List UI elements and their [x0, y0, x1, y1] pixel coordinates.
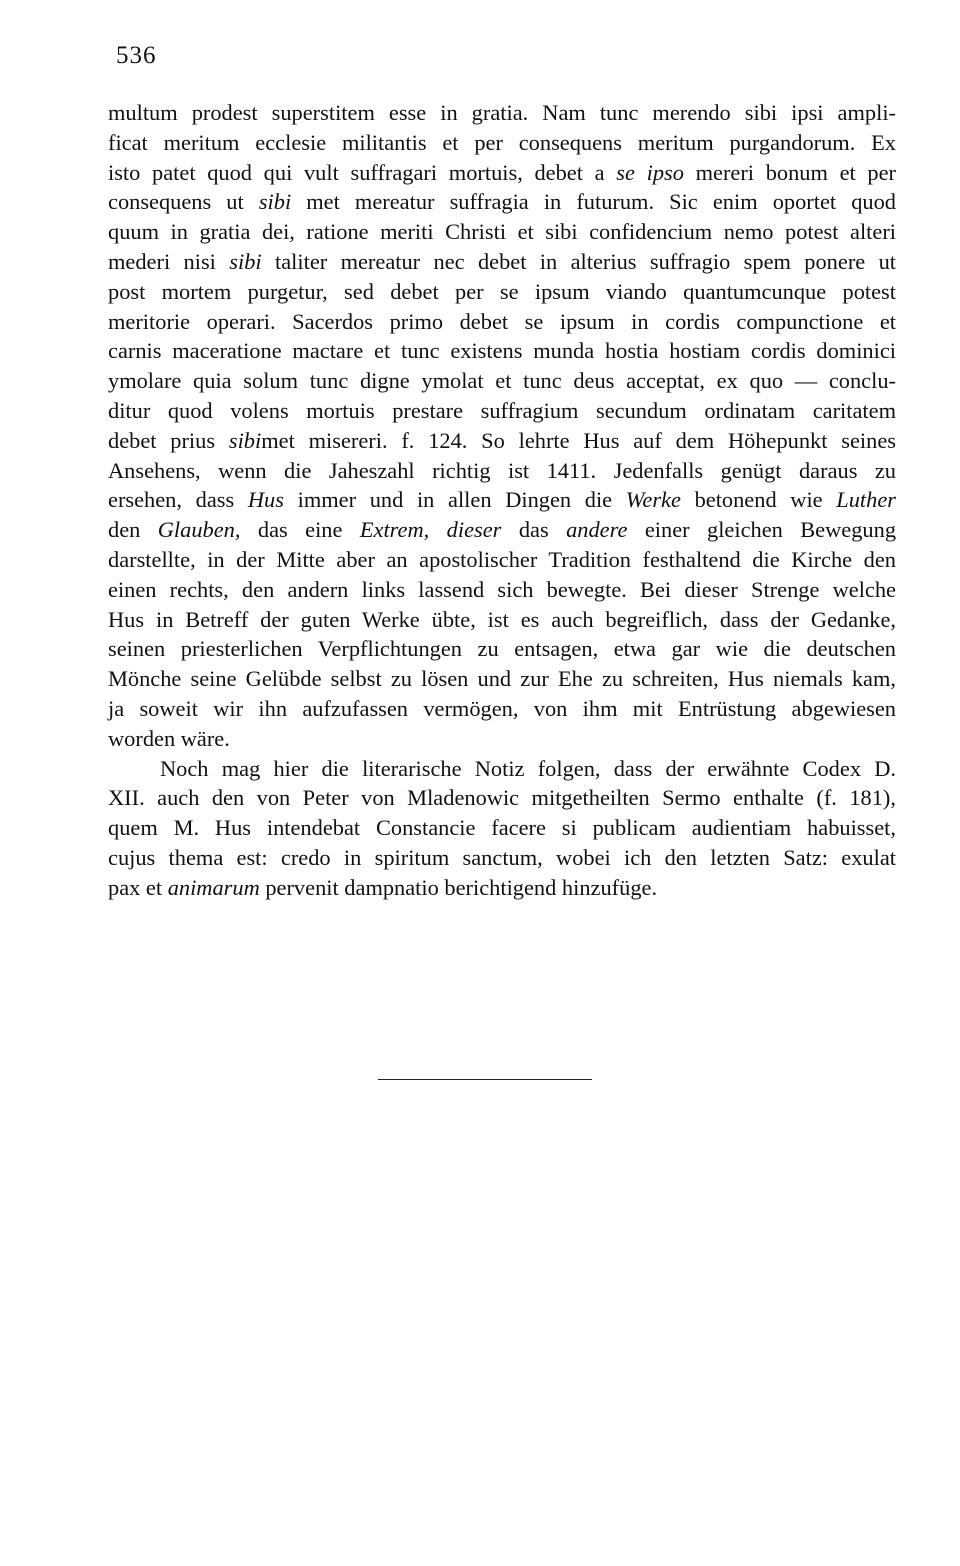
text-segment: pax et — [108, 874, 168, 900]
text-segment: met mereatur suffragia in futurum. Sic enim oportet quod — [291, 189, 896, 215]
section-end-rule — [378, 1079, 592, 1080]
text-segment: das eine — [240, 517, 360, 543]
text-segment: den — [108, 517, 158, 543]
text-line: ymolare quia solum tunc digne ymolat et tunc deus acceptat, ex quo — conclu- — [108, 368, 896, 394]
text-segment: met misereri. f. 124. So lehrte Hus auf dem Höhepunkt seines — [261, 427, 896, 453]
italic-text: sibi — [229, 248, 262, 274]
text-line: meritorie operari. Sacerdos primo debet se ipsum in cordis compunctione et — [108, 308, 896, 334]
text-line: ja soweit wir ihn aufzufassen vermögen, von ihm mit Entrüstung abgewiesen — [108, 695, 896, 721]
text-line: quem M. Hus intendebat Constancie facere si publicam audientiam habuisset, — [108, 815, 896, 841]
text-line: Mönche seine Gelübde selbst zu lösen und zur Ehe zu schreiten, Hus niemals kam, — [108, 666, 896, 692]
text-line: seinen priesterlichen Verpflichtungen zu entsagen, etwa gar wie die deutschen — [108, 636, 896, 662]
text-line: XII. auch den von Peter von Mladenowic mitgetheilten Sermo enthalte (f. 181), — [108, 785, 896, 811]
text-segment: isto patet quod qui vult suffragari mortuis, debet a — [108, 159, 617, 185]
italic-text: Hus — [247, 487, 284, 513]
page-number: 536 — [116, 42, 157, 69]
text-line: einen rechts, den andern links lassend sich bewegte. Bei dieser Strenge welche — [108, 576, 896, 602]
text-segment: taliter mereatur nec debet in alterius suffragio spem ponere ut — [261, 248, 896, 274]
text-line — [108, 158, 896, 188]
text-line — [108, 426, 896, 456]
text-segment: mereri bonum et per — [683, 159, 897, 185]
text-line: ditur quod volens mortuis prestare suffragium secundum ordinatam caritatem — [108, 397, 896, 423]
text-segment: pervenit dampnatio berichtigend hinzufüge. — [259, 874, 658, 900]
text-line: ficat meritum ecclesie militantis et per consequens meritum purgandorum. Ex — [108, 129, 896, 155]
text-line: post mortem purgetur, sed debet per se ipsum viando quantumcunque potest — [108, 278, 896, 304]
text-line — [108, 247, 896, 277]
text-segment: mederi nisi — [108, 248, 230, 274]
italic-text: Glauben, — [157, 517, 241, 543]
text-line: Noch mag hier die literarische Notiz folgen, dass der erwähnte Codex D. — [160, 755, 896, 781]
text-line — [108, 873, 896, 903]
text-segment: consequens ut — [108, 189, 259, 215]
text-line: worden wäre. — [108, 725, 230, 751]
text-line: quum in gratia dei, ratione meriti Christi et sibi confidencium nemo potest alteri — [108, 219, 896, 245]
italic-text: Werke — [625, 487, 681, 513]
text-segment: das — [501, 517, 567, 543]
text-segment: debet prius — [108, 427, 229, 453]
text-segment: immer und in allen Dingen die — [283, 487, 626, 513]
body-text — [108, 98, 896, 903]
text-line: darstellte, in der Mitte aber an apostolischer Tradition festhaltend die Kirche den — [108, 546, 896, 572]
text-line: carnis maceratione mactare et tunc existens munda hostia hostiam cordis dominici — [108, 338, 896, 364]
text-segment: einer gleichen Bewegung — [627, 517, 897, 543]
text-line — [108, 187, 896, 217]
text-line — [108, 485, 896, 515]
text-line: Hus in Betreff der guten Werke übte, ist es auch begreiflich, dass der Gedanke, — [108, 606, 896, 632]
text-line: Ansehens, wenn die Jaheszahl richtig ist 1411. Jedenfalls genügt daraus zu — [108, 457, 896, 483]
italic-text: Extrem, dieser — [359, 517, 502, 543]
text-line: multum prodest superstitem esse in gratia. Nam tunc merendo sibi ipsi ampli- — [108, 100, 896, 125]
italic-text: andere — [566, 517, 628, 543]
italic-text: se ipso — [616, 159, 684, 185]
italic-text: sibi — [258, 189, 292, 215]
text-line: cujus thema est: credo in spiritum sanctum, wobei ich den letzten Satz: exulat — [108, 844, 896, 870]
text-segment: ersehen, dass — [108, 487, 248, 513]
italic-text: Luther — [836, 487, 896, 513]
italic-text: sibi — [228, 427, 262, 453]
text-segment: betonend wie — [680, 487, 837, 513]
italic-text: animarum — [167, 874, 260, 900]
text-line — [108, 515, 896, 545]
